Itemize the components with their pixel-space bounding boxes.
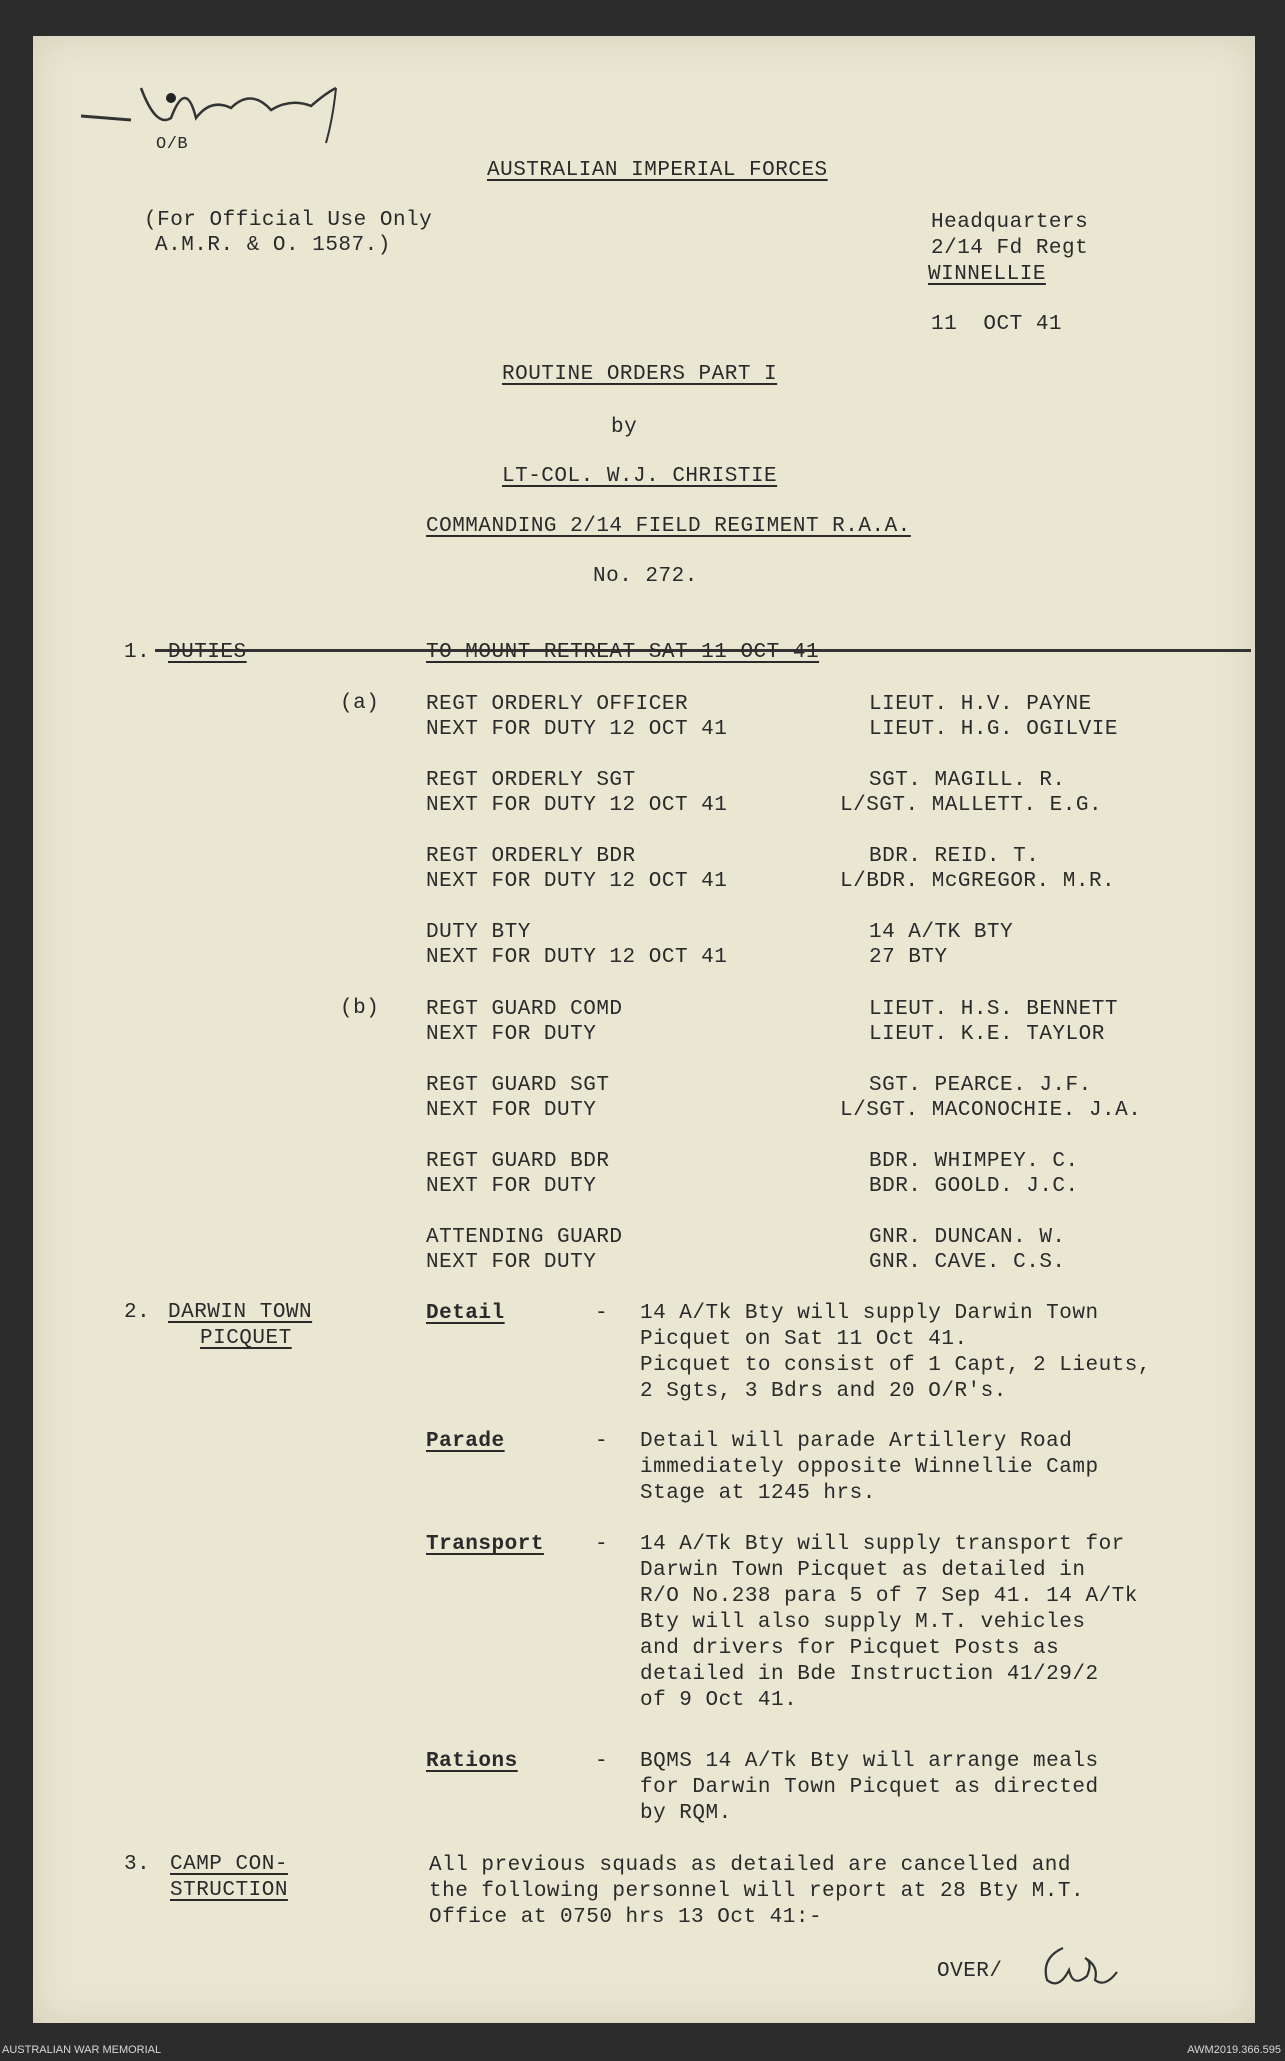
section-1-number: 1. — [124, 641, 151, 664]
over-marker: OVER/ — [937, 1960, 1003, 1983]
duty-role: REGT ORDERLY OFFICER — [426, 693, 689, 716]
picquet-dash: - — [595, 1430, 609, 1453]
duty-name: LIEUT. H.V. PAYNE — [869, 693, 1092, 716]
picquet-text: and drivers for Picquet Posts as — [640, 1637, 1060, 1660]
section-2-heading-2: PICQUET — [200, 1327, 292, 1350]
duty-name-next: GNR. CAVE. C.S. — [869, 1251, 1066, 1274]
duties-subheading: TO MOUNT RETREAT SAT 11 OCT 41 — [426, 641, 820, 664]
duty-role: ATTENDING GUARD — [426, 1226, 623, 1249]
doc-title: AUSTRALIAN IMPERIAL FORCES — [487, 159, 828, 182]
picquet-text: 2 Sgts, 3 Bdrs and 20 O/R's. — [640, 1380, 1007, 1403]
duty-role: REGT ORDERLY BDR — [426, 845, 636, 868]
picquet-text: by RQM. — [640, 1802, 732, 1825]
duty-name: SGT. MAGILL. R. — [869, 769, 1066, 792]
duty-name-next: BDR. GOOLD. J.C. — [869, 1175, 1079, 1198]
picquet-label: Rations — [426, 1750, 518, 1773]
duty-role-next: NEXT FOR DUTY 12 OCT 41 — [426, 946, 728, 969]
picquet-text: Detail will parade Artillery Road — [640, 1430, 1073, 1453]
duty-role: REGT GUARD BDR — [426, 1150, 610, 1173]
official-use-line2: A.M.R. & O. 1587.) — [155, 234, 391, 257]
camp-text: Office at 0750 hrs 13 Oct 41:- — [429, 1906, 823, 1929]
section-3-number: 3. — [124, 1853, 151, 1876]
section-2-heading-1: DARWIN TOWN — [168, 1301, 313, 1324]
duty-name-next: L/BDR. McGREGOR. M.R. — [840, 870, 1116, 893]
section-3-heading-2: STRUCTION — [170, 1879, 288, 1902]
section-2-number: 2. — [124, 1301, 151, 1324]
doc-date: 11 OCT 41 — [931, 313, 1063, 336]
duty-name-next: LIEUT. H.G. OGILVIE — [869, 718, 1118, 741]
picquet-text: detailed in Bde Instruction 41/29/2 — [640, 1663, 1099, 1686]
duty-role-next: NEXT FOR DUTY 12 OCT 41 — [426, 718, 728, 741]
ob-note: O/B — [156, 135, 189, 154]
camp-text: the following personnel will report at 28 Bty M.T. — [429, 1880, 1085, 1903]
picquet-text: Picquet to consist of 1 Capt, 2 Lieuts, — [640, 1354, 1151, 1377]
duty-role-next: NEXT FOR DUTY — [426, 1099, 597, 1122]
duty-role-next: NEXT FOR DUTY — [426, 1175, 597, 1198]
picquet-text: Darwin Town Picquet as detailed in — [640, 1559, 1086, 1582]
section-3-heading-1: CAMP CON- — [170, 1853, 288, 1876]
duty-role: REGT ORDERLY SGT — [426, 769, 636, 792]
duty-role: REGT GUARD SGT — [426, 1074, 610, 1097]
duty-role-next: NEXT FOR DUTY — [426, 1251, 597, 1274]
duty-name-next: L/SGT. MALLETT. E.G. — [840, 794, 1103, 817]
picquet-text: BQMS 14 A/Tk Bty will arrange meals — [640, 1750, 1099, 1773]
camp-text: All previous squads as detailed are cancelled and — [429, 1854, 1072, 1877]
duty-name: GNR. DUNCAN. W. — [869, 1226, 1066, 1249]
initials-signature-icon — [1033, 1936, 1123, 1996]
hq-line2: 2/14 Fd Regt — [931, 237, 1089, 260]
duties-label-a: (a) — [340, 692, 380, 715]
duty-role: DUTY BTY — [426, 921, 531, 944]
commanding-line: COMMANDING 2/14 FIELD REGIMENT R.A.A. — [426, 515, 911, 538]
duty-name-next: 27 BTY — [869, 946, 948, 969]
duty-name: BDR. WHIMPEY. C. — [869, 1150, 1079, 1173]
footer-source: AUSTRALIAN WAR MEMORIAL — [2, 2044, 162, 2056]
war-diary-signature-icon — [71, 58, 391, 148]
picquet-text: Picquet on Sat 11 Oct 41. — [640, 1328, 968, 1351]
picquet-dash: - — [595, 1533, 609, 1556]
duty-name-next: LIEUT. K.E. TAYLOR — [869, 1023, 1105, 1046]
picquet-label: Transport — [426, 1533, 544, 1556]
by-text: by — [611, 416, 638, 439]
order-number: No. 272. — [593, 565, 698, 588]
picquet-label: Detail — [426, 1302, 505, 1325]
picquet-text: for Darwin Town Picquet as directed — [640, 1776, 1099, 1799]
duty-name: 14 A/TK BTY — [869, 921, 1014, 944]
document-page — [33, 36, 1255, 2023]
picquet-dash: - — [595, 1302, 609, 1325]
duty-role-next: NEXT FOR DUTY 12 OCT 41 — [426, 870, 728, 893]
duty-role-next: NEXT FOR DUTY 12 OCT 41 — [426, 794, 728, 817]
picquet-text: R/O No.238 para 5 of 7 Sep 41. 14 A/Tk — [640, 1585, 1138, 1608]
duty-name: BDR. REID. T. — [869, 845, 1040, 868]
footer-id: AWM2019.366.595 — [1187, 2044, 1281, 2056]
picquet-text: of 9 Oct 41. — [640, 1689, 798, 1712]
duty-role-next: NEXT FOR DUTY — [426, 1023, 597, 1046]
picquet-text: 14 A/Tk Bty will supply transport for — [640, 1533, 1125, 1556]
picquet-dash: - — [595, 1750, 609, 1773]
hq-line1: Headquarters — [931, 211, 1089, 234]
picquet-label: Parade — [426, 1430, 505, 1453]
section-1-heading: DUTIES — [168, 641, 247, 664]
commander-name: LT-COL. W.J. CHRISTIE — [502, 465, 778, 488]
hq-line3: WINNELLIE — [928, 263, 1046, 286]
duties-label-b: (b) — [340, 997, 380, 1020]
picquet-text: Stage at 1245 hrs. — [640, 1482, 876, 1505]
duty-role: REGT GUARD COMD — [426, 998, 623, 1021]
picquet-text: immediately opposite Winnellie Camp — [640, 1456, 1099, 1479]
duty-name: LIEUT. H.S. BENNETT — [869, 998, 1118, 1021]
duty-name-next: L/SGT. MACONOCHIE. J.A. — [840, 1099, 1142, 1122]
picquet-text: 14 A/Tk Bty will supply Darwin Town — [640, 1302, 1099, 1325]
orders-title: ROUTINE ORDERS PART I — [502, 363, 778, 386]
official-use-line1: (For Official Use Only — [144, 209, 433, 232]
duty-name: SGT. PEARCE. J.F. — [869, 1074, 1092, 1097]
picquet-text: Bty will also supply M.T. vehicles — [640, 1611, 1086, 1634]
